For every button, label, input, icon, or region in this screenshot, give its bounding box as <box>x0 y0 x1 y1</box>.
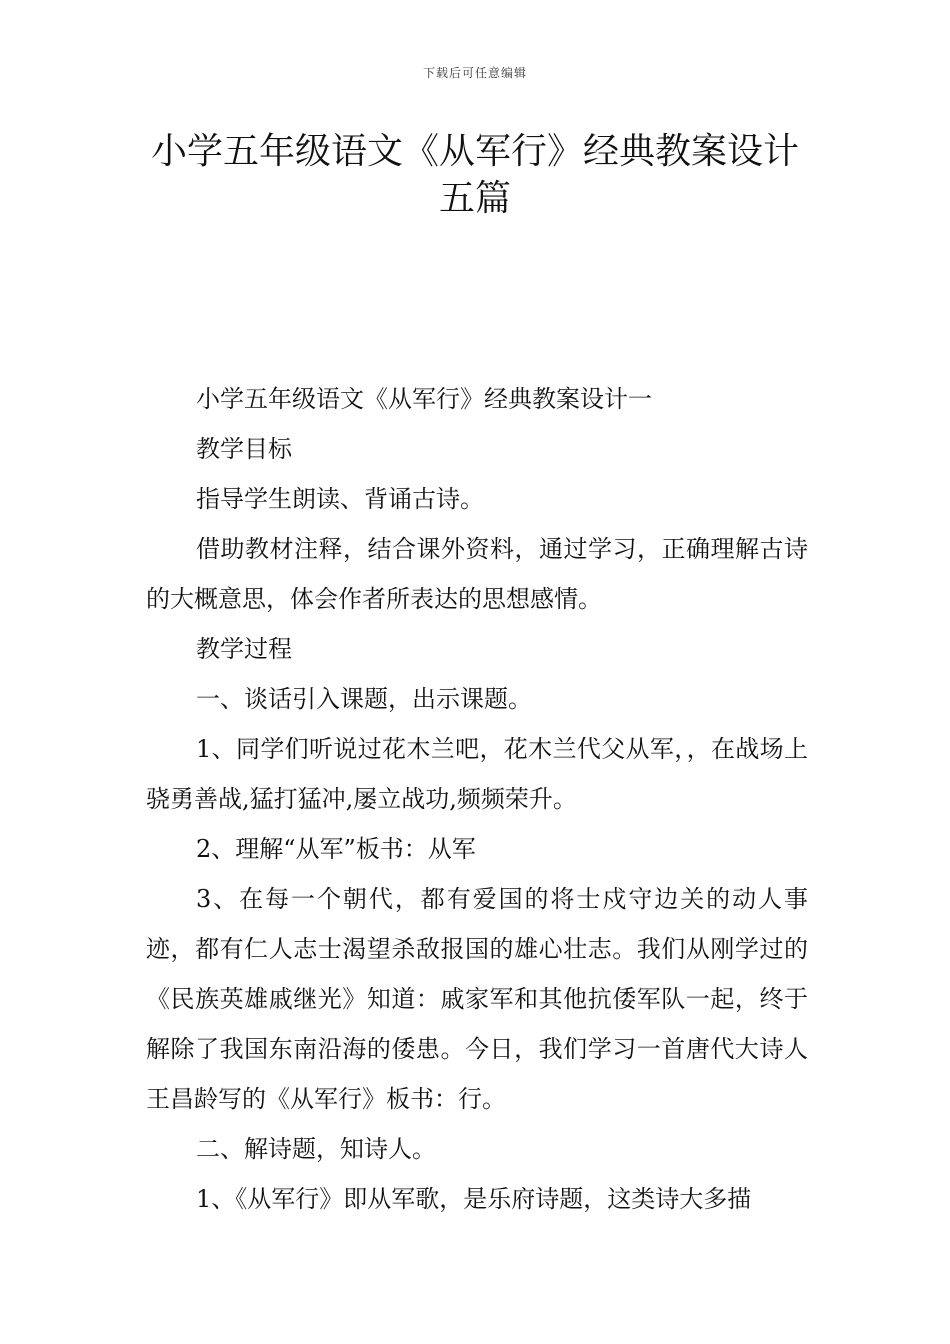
page-header-note: 下载后可任意编辑 <box>422 66 527 80</box>
document-body <box>146 374 808 1224</box>
subheading-process: 教学过程 <box>196 635 292 663</box>
paragraph: 一、谈话引入课题，出示课题。 <box>196 685 532 713</box>
subheading-objectives: 教学目标 <box>196 435 292 463</box>
paragraph: 1、同学们听说过花木兰吧，花木兰代父从军，，在战场上骁勇善战,猛打猛冲,屡立战功,频频荣升。 <box>146 735 808 813</box>
document-title-line-1: 小学五年级语文《从军行》经典教案设计 <box>150 131 799 172</box>
section-heading: 小学五年级语文《从军行》经典教案设计一 <box>196 385 652 413</box>
paragraph: 1、《从军行》即从军歌，是乐府诗题，这类诗大多描 <box>196 1185 752 1213</box>
paragraph: 指导学生朗读、背诵古诗。 <box>196 485 484 513</box>
paragraph: 二、解诗题，知诗人。 <box>196 1135 436 1163</box>
paragraph: 3、在每一个朝代，都有爱国的将士戍守边关的动人事迹，都有仁人志士渴望杀敌报国的雄心壮志。我们从刚学过的《民族英雄戚继光》知道：戚家军和其他抗倭军队一起，终于解除了我国东南沿海的倭患。今日，我们学习一首唐代大诗人王昌龄写的《从军行》板书：行。 <box>146 885 808 1113</box>
document-title-line-2: 五篇 <box>438 178 511 219</box>
document-title <box>145 128 805 222</box>
paragraph: 2、理解“从军”板书：从军 <box>196 835 476 863</box>
paragraph: 借助教材注释，结合课外资料，通过学习，正确理解古诗的大概意思，体会作者所表达的思想感情。 <box>146 535 808 613</box>
